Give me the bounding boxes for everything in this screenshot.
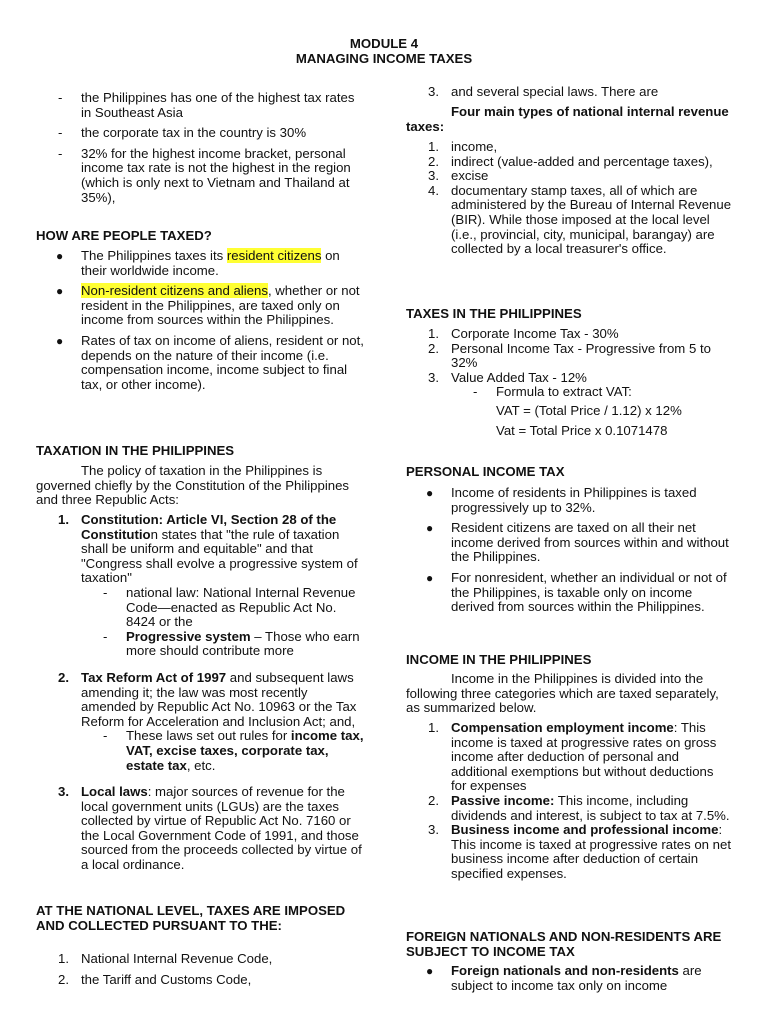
vat-formula-1: VAT = (Total Price / 1.12) x 12% [496,403,682,418]
intro-list [36,91,366,211]
list-item: 2. the Tariff and Customs Code, [58,971,252,987]
taxation-paragraph: The policy of taxation in the Philippines is governed chiefly by the Constitution of the Philippines and three Republic Acts: [36,463,350,508]
income-list [406,721,732,882]
module-title: MANAGING INCOME TAXES [295,51,473,66]
page-title [0,36,768,66]
continued-item [406,85,732,106]
heading-personal-income-tax: PERSONAL INCOME TAX [406,464,565,479]
list-item: 4. documentary stamp taxes, all of which are administered by the Bureau of Internal Revenue (BIR). While those imposed at the local level (i.e., provincial, city, municipal, barangay) are collected by a local treasurer's office. [428,182,732,257]
list-item: 2. Tax Reform Act of 1997 and subsequent laws amending it; the law was most recently amended by Republic Act No. 10963 or the Tax Reform for Acceleration and Inclusion Act; and, [58,669,357,729]
taxation-list [36,513,366,879]
module-label: MODULE 4 [349,36,419,51]
list-item: ● Income of residents in Philippines is taxed progressively up to 32%. [426,485,697,515]
income-paragraph: Income in the Philippines is divided into the following three categories which are taxed separately, as summarized below. [406,671,719,716]
personal-tax-list [406,486,732,621]
list-item: ● The Philippines taxes its resident citizens on their worldwide income. [56,248,340,278]
list-item: - the Philippines has one of the highest tax rates in Southeast Asia [58,90,355,120]
sub-item: - national law: National Internal Revenue Code—enacted as Republic Act No. 8424 or the [103,584,356,630]
list-item: ● For nonresident, whether an individual or not of the Philippines, is taxable only on income derived from sources within the Philippines. [426,569,727,615]
list-item: ● Non-resident citizens and aliens, whether or not resident in the Philippines, are taxed only on income from sources within the Philippines. [56,283,360,328]
list-item: 1. Constitution: Article VI, Section 28 of the Constitution states that "the rule of taxation shall be uniform and equitable" and that "Congress shall evolve a progressive system of taxation" [58,512,358,586]
heading-income-ph: INCOME IN THE PHILIPPINES [406,652,592,667]
heading-taxation: TAXATION IN THE PHILIPPINES [36,443,235,458]
list-item: 3. Value Added Tax - 12% [428,369,587,385]
list-item: 2. Personal Income Tax - Progressive from 5 to 32% [428,340,711,371]
heading-four-types: Four main types of national internal revenue taxes: [406,104,729,134]
list-item: 3. and several special laws. There are [428,84,659,99]
taxes-list [406,327,732,400]
sub-item: - Progressive system – Those who earn more should contribute more [103,628,360,659]
list-item: ● Foreign nationals and non-residents are subject to income tax only on income [426,963,702,993]
list-item: ● Resident citizens are taxed on all their net income derived from sources within and without the Philippines. [426,520,729,565]
list-item: - 32% for the highest income bracket, personal income tax rate is not the highest in the region (which is only next to Vietnam and Thailand at 35%), [58,145,351,205]
sub-item: - Formula to extract VAT: [473,384,632,400]
list-item: 1. Compensation employment income: This income is taxed at progressive rates on gross income after deduction of personal and additional exemptions but without deductions for expenses [428,720,717,794]
vat-formula-2: Vat = Total Price x 0.1071478 [496,423,668,438]
heading-foreign-nationals: FOREIGN NATIONALS AND NON-RESIDENTS ARE SUBJECT TO INCOME TAX [406,929,722,959]
heading-how-taxed: HOW ARE PEOPLE TAXED? [36,228,212,243]
list-item: 3. Business income and professional income: This income is taxed at progressive rates on net business income after deduction of certain specified expenses. [428,822,732,881]
list-item: 3. excise [428,168,489,184]
national-list [36,952,366,993]
heading-national-level: AT THE NATIONAL LEVEL, TAXES ARE IMPOSED AND COLLECTED PURSUANT TO THE: [36,903,346,933]
list-item: 3. Local laws: major sources of revenue for the local government units (LGUs) are the taxes collected by virtue of Republic Act No. 7160 or the Local Government Code of 1991, and those sourced from the proceeds collected by virtue of a local ordinance. [58,784,362,873]
list-item: 2. Passive income: This income, including dividends and interest, is subject to tax at 7.5%. [428,792,730,823]
list-item: 2. indirect (value-added and percentage taxes), [428,153,713,169]
foreign-list [406,964,732,999]
list-item: 1. Corporate Income Tax - 30% [428,326,619,341]
list-item: ● Rates of tax on income of aliens, resident or not, depends on the nature of their income (i.e. compensation income, income subject to final tax, or other income). [56,332,364,392]
list-item: - the corporate tax in the country is 30% [58,125,307,141]
four-types-list [406,140,732,257]
list-item: 1. National Internal Revenue Code, [58,951,273,966]
sub-item: - These laws set out rules for income tax, VAT, excise taxes, corporate tax, estate tax, etc. [103,728,364,773]
heading-taxes-ph: TAXES IN THE PHILIPPINES [406,306,582,321]
how-taxed-list [36,249,366,398]
list-item: 1. income, [428,139,498,154]
